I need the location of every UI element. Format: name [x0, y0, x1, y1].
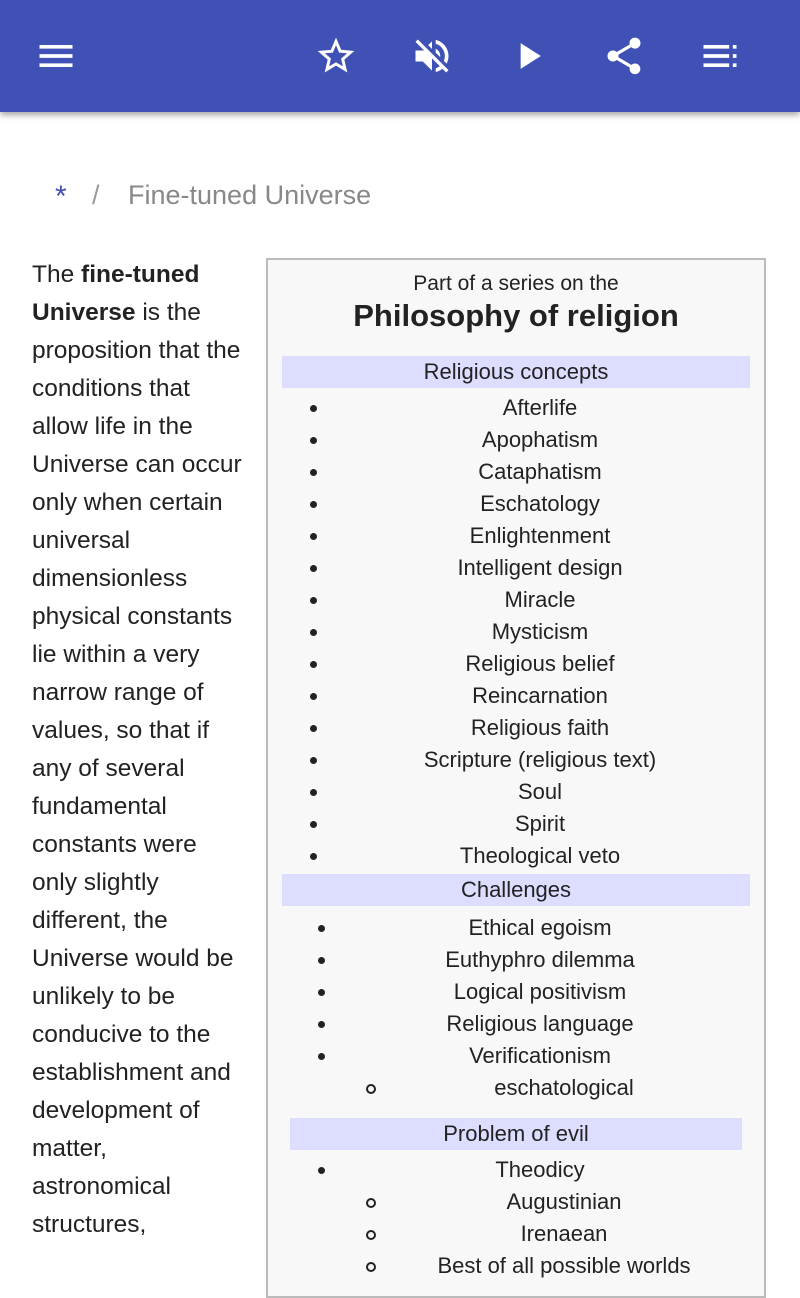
bullet-icon [310, 501, 317, 508]
infobox-section-heading[interactable]: Religious concepts [282, 356, 750, 388]
infobox-title: Philosophy of religion [353, 298, 679, 333]
infobox-section-heading[interactable]: Problem of evil [290, 1118, 742, 1150]
infobox-list-item [268, 1154, 764, 1186]
article-lead-prefix: The [32, 261, 82, 288]
infobox-link[interactable]: Soul [517, 779, 563, 804]
article-lead-text: is the proposition that the conditions that allow life in the Universe can occur only when certain universal dimensionless physical constants lie within a very narrow range of values, so that if any of several fundamental constants were only slightly different, the Universe would be unlikely to be conducive to the establishment and development of matter, astronomical structures, [32, 299, 242, 1238]
infobox-link[interactable]: Afterlife [502, 395, 578, 420]
infobox-list-item [268, 744, 764, 776]
infobox-link[interactable]: Spirit [514, 811, 566, 836]
bullet-icon [310, 853, 317, 860]
bullet-icon [318, 1021, 325, 1028]
bullet-icon [310, 597, 317, 604]
star-outline-icon [314, 34, 358, 78]
bullet-icon [310, 821, 317, 828]
bullet-icon [310, 693, 317, 700]
bookmark-button[interactable] [312, 32, 360, 80]
infobox-list-item [268, 1072, 764, 1104]
infobox-link[interactable]: Religious belief [465, 651, 615, 676]
bullet-icon [318, 1167, 325, 1174]
infobox-link[interactable]: Euthyphro dilemma [445, 947, 635, 972]
infobox-list-item [268, 840, 764, 872]
play-icon [506, 34, 550, 78]
infobox-list-item [268, 488, 764, 520]
circle-bullet-icon [366, 1084, 376, 1094]
bullet-icon [310, 533, 317, 540]
menu-button[interactable] [32, 32, 80, 80]
infobox-list-item [268, 520, 764, 552]
infobox-link[interactable]: Religious language [446, 1011, 634, 1036]
bullet-icon [310, 405, 317, 412]
infobox-link[interactable]: eschatological [494, 1075, 634, 1100]
share-button[interactable] [600, 32, 648, 80]
infobox-list-item [268, 944, 764, 976]
infobox-list-item [268, 808, 764, 840]
infobox-sections [268, 356, 764, 1282]
infobox-section-list [268, 392, 764, 872]
infobox-link[interactable]: Logical positivism [453, 979, 627, 1004]
app-bar [0, 0, 800, 112]
infobox-link[interactable]: Augustinian [506, 1189, 622, 1214]
bullet-icon [318, 957, 325, 964]
circle-bullet-icon [366, 1262, 376, 1272]
infobox-list-item [268, 1218, 764, 1250]
infobox-link[interactable]: Best of all possible worlds [437, 1253, 691, 1278]
series-infobox [266, 258, 766, 1298]
infobox-list-item [268, 712, 764, 744]
infobox-section-list [268, 1154, 764, 1282]
breadcrumb-separator: / [92, 180, 100, 210]
infobox-list-item [268, 776, 764, 808]
infobox-list-item [268, 392, 764, 424]
infobox-link[interactable]: Theological veto [459, 843, 621, 868]
infobox-list-item [268, 912, 764, 944]
bullet-icon [310, 565, 317, 572]
play-button[interactable] [504, 32, 552, 80]
contents-button[interactable] [696, 32, 744, 80]
infobox-link[interactable]: Scripture (religious text) [423, 747, 657, 772]
infobox-section-heading[interactable]: Challenges [282, 874, 750, 906]
infobox-link[interactable]: Verificationism [469, 1043, 611, 1068]
bullet-icon [310, 789, 317, 796]
infobox-link[interactable]: Apophatism [481, 427, 599, 452]
menu-icon [34, 34, 78, 78]
mute-button[interactable] [408, 32, 456, 80]
circle-bullet-icon [366, 1198, 376, 1208]
infobox-list-item [268, 616, 764, 648]
bullet-icon [310, 629, 317, 636]
circle-bullet-icon [366, 1230, 376, 1240]
bullet-icon [310, 661, 317, 668]
infobox-link[interactable]: Mysticism [491, 619, 589, 644]
infobox-list-item [268, 680, 764, 712]
bullet-icon [318, 925, 325, 932]
bullet-icon [318, 989, 325, 996]
infobox-link[interactable]: Theodicy [495, 1157, 585, 1182]
infobox-link[interactable]: Cataphatism [478, 459, 602, 484]
infobox-list-item [268, 456, 764, 488]
article-body [32, 256, 247, 1244]
share-icon [602, 34, 646, 78]
infobox-link[interactable]: Ethical egoism [468, 915, 612, 940]
playlist-icon [698, 34, 742, 78]
bullet-icon [310, 437, 317, 444]
infobox-list-item [268, 1040, 764, 1072]
infobox-list-item [268, 648, 764, 680]
infobox-link[interactable]: Intelligent design [457, 555, 623, 580]
volume-off-icon [410, 34, 454, 78]
infobox-link[interactable]: Religious faith [470, 715, 610, 740]
infobox-list-item [268, 584, 764, 616]
infobox-list-item [268, 552, 764, 584]
infobox-list-item [268, 976, 764, 1008]
article-lead-term: fine-tuned Universe [32, 261, 200, 326]
bullet-icon [310, 469, 317, 476]
infobox-list-item [268, 1186, 764, 1218]
infobox-link[interactable]: Irenaean [520, 1221, 608, 1246]
infobox-above: Part of a series on the [413, 272, 619, 295]
infobox-section-list [268, 912, 764, 1104]
infobox-link[interactable]: Reincarnation [472, 683, 608, 708]
infobox-list-item [268, 1008, 764, 1040]
infobox-link[interactable]: Enlightenment [469, 523, 611, 548]
bullet-icon [318, 1053, 325, 1060]
infobox-link[interactable]: Eschatology [480, 491, 600, 516]
infobox-link[interactable]: Miracle [504, 587, 576, 612]
infobox-list-item [268, 424, 764, 456]
breadcrumb-home-link[interactable]: * [55, 180, 67, 213]
infobox-list-item [268, 1250, 764, 1282]
bullet-icon [310, 725, 317, 732]
bullet-icon [310, 757, 317, 764]
breadcrumb-current: Fine-tuned Universe [128, 180, 372, 210]
